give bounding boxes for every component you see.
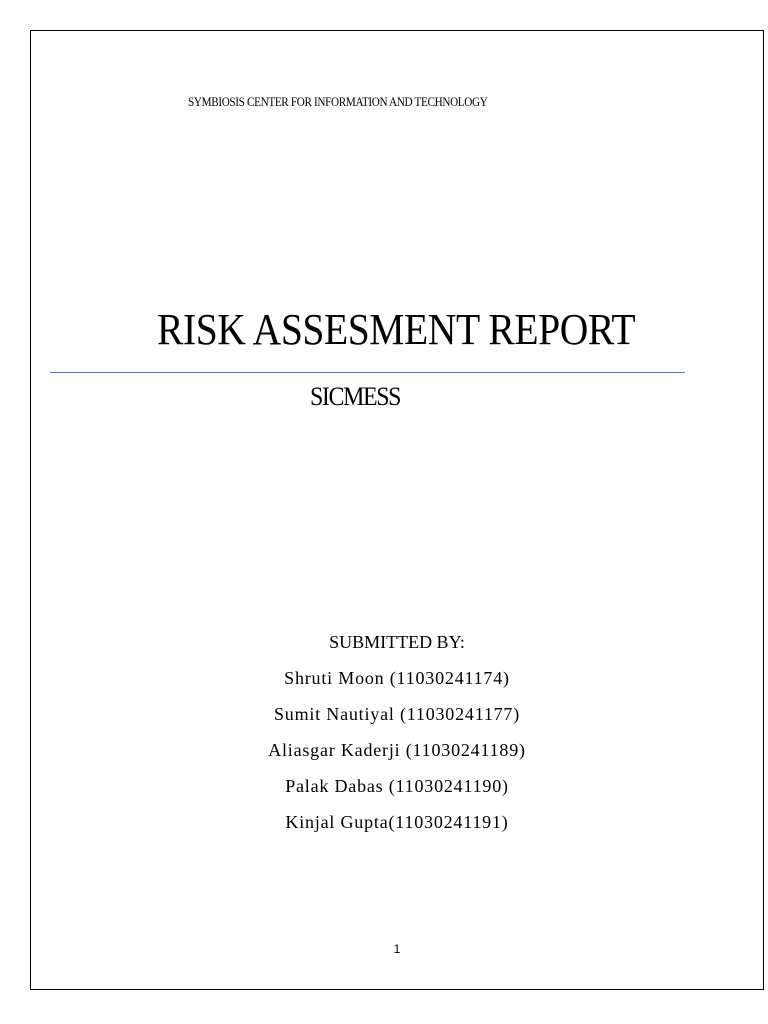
institution-header: SYMBIOSIS CENTER FOR INFORMATION AND TECHNOLOGY <box>188 94 488 109</box>
member-item: Palak Dabas (11030241190) <box>285 776 509 796</box>
member-item: Sumit Nautiyal (11030241177) <box>273 704 521 724</box>
report-subtitle: SICMESS <box>310 382 401 411</box>
member-item: Shruti Moon (11030241174) <box>284 668 510 688</box>
member-item: Aliasgar Kaderji (11030241189) <box>268 740 526 760</box>
member-item: Kinjal Gupta(11030241191) <box>285 812 509 832</box>
submitted-by-section <box>30 628 764 844</box>
page-border <box>30 30 764 990</box>
member-list <box>30 664 764 844</box>
submitted-by-heading: SUBMITTED BY: <box>329 632 465 652</box>
title-divider <box>50 372 685 373</box>
page-number: 1 <box>393 942 401 956</box>
report-title: RISK ASSESMENT REPORT <box>157 305 636 354</box>
